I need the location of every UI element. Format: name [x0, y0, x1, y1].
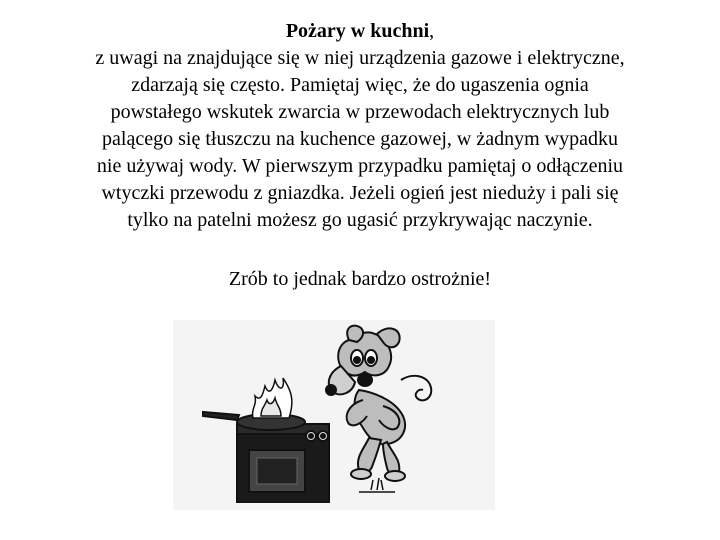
- title-line: [20, 18, 700, 45]
- paragraph-line-3: powstałego wskutek zwarcia w przewodach elektrycznych lub: [110, 101, 610, 123]
- paragraph-line-4: palącego się tłuszczu na kuchence gazowej, w żadnym wypadku: [102, 128, 618, 150]
- fire-icon: [253, 378, 292, 418]
- dog-and-burning-stove-icon: [173, 320, 495, 510]
- paragraph-line-2: zdarzają się często. Pamiętaj więc, że do ugaszenia ognia: [131, 74, 589, 96]
- cartoon-illustration: [173, 320, 495, 510]
- paragraph-line-5: nie używaj wody. W pierwszym przypadku pamiętaj o odłączeniu: [96, 155, 624, 177]
- paragraph-line-7: tylko na patelni możesz go ugasić przykrywając naczynie.: [127, 209, 593, 231]
- cartoon-dog-icon: [326, 326, 431, 481]
- page-title: Pożary w kuchni: [285, 20, 430, 42]
- title-comma: ,: [429, 20, 435, 42]
- paragraph-line-1: z uwagi na znajdujące się w niej urządzenia gazowe i elektryczne,: [95, 47, 625, 69]
- stove-icon: [237, 424, 329, 502]
- main-text: [20, 18, 700, 234]
- paragraph-line-6: wtyczki przewodu z gniazdka. Jeżeli ogień jest nieduży i pali się: [101, 182, 619, 204]
- warning-text: Zrób to jednak bardzo ostrożnie!: [228, 268, 492, 290]
